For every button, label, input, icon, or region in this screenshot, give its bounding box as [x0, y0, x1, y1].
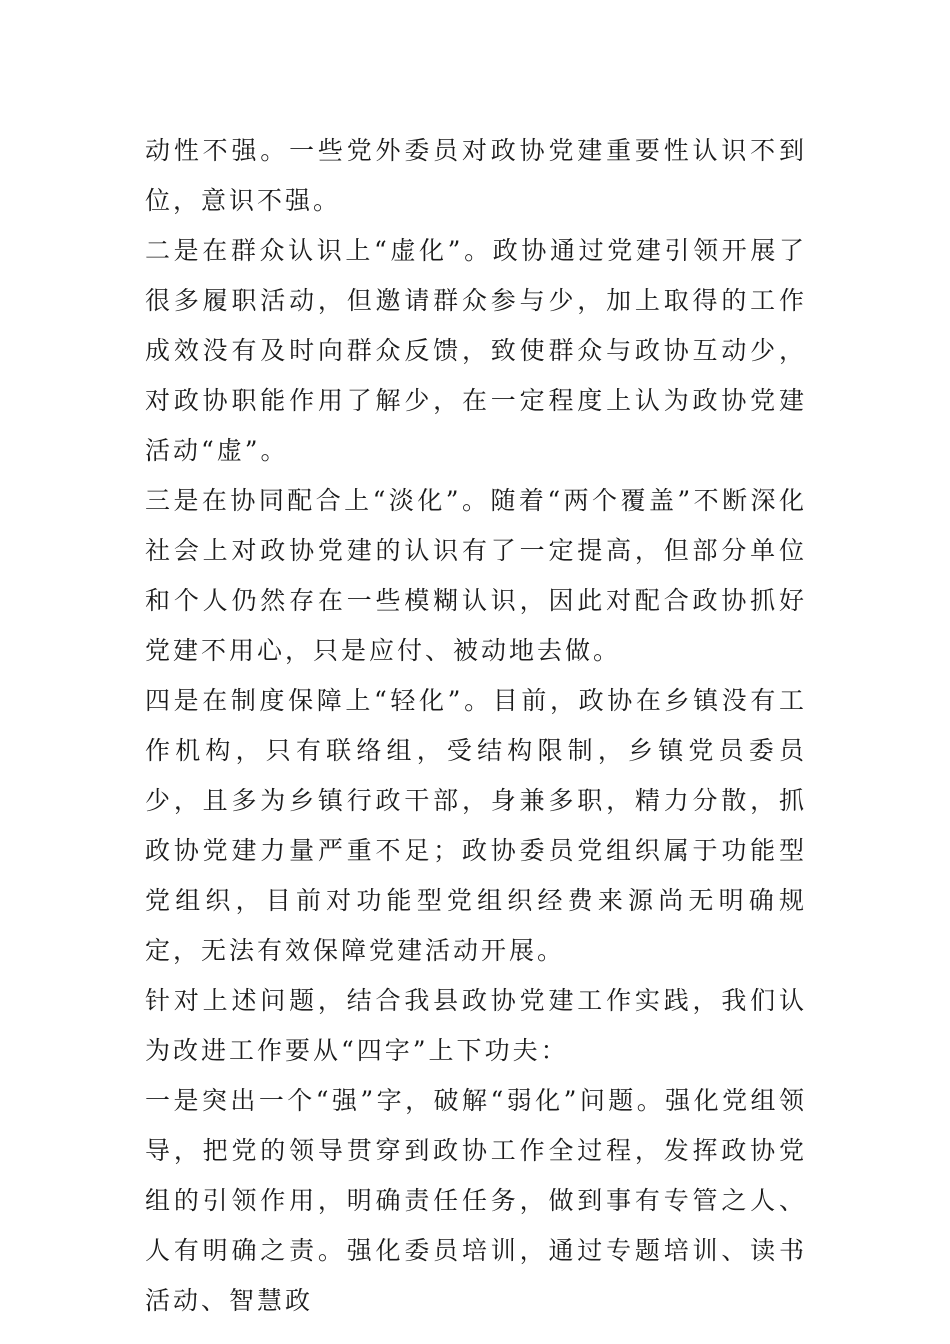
paragraph-issue-four: 四是在制度保障上“轻化”。目前，政协在乡镇没有工作机构，只有联络组，受结构限制，乡镇党员委员少，且多为乡镇行政干部，身兼多职，精力分散，抓政协党建力量严重不足；政协委员党组织属于功能型党组织，目前对功能型党组织经费来源尚无明确规定，无法有效保障党建活动开展。: [145, 686, 807, 965]
paragraph-measure-one: 一是突出一个“强”字，破解“弱化”问题。强化党组领导，把党的领导贯穿到政协工作全过程，发挥政协党组的引领作用，明确责任任务，做到事有专管之人、人有明确之责。强化委员培训，通过专题培训、读书活动、智慧政: [145, 1086, 807, 1315]
paragraph-transition: 针对上述问题，结合我县政协党建工作实践，我们认为改进工作要从“四字”上下功夫：: [145, 986, 807, 1065]
paragraph-issue-two: 二是在群众认识上“虚化”。政协通过党建引领开展了很多履职活动，但邀请群众参与少，加上取得的工作成效没有及时向群众反馈，致使群众与政协互动少，对政协职能作用了解少，在一定程度上认为政协党建活动“虚”。: [145, 236, 807, 465]
document-body: [145, 126, 807, 1326]
paragraph-continuation: 动性不强。一些党外委员对政协党建重要性认识不到位，意识不强。: [145, 136, 807, 215]
paragraph-issue-three: 三是在协同配合上“淡化”。随着“两个覆盖”不断深化社会上对政协党建的认识有了一定提高，但部分单位和个人仍然存在一些模糊认识，因此对配合政协抓好党建不用心，只是应付、被动地去做。: [145, 486, 807, 665]
